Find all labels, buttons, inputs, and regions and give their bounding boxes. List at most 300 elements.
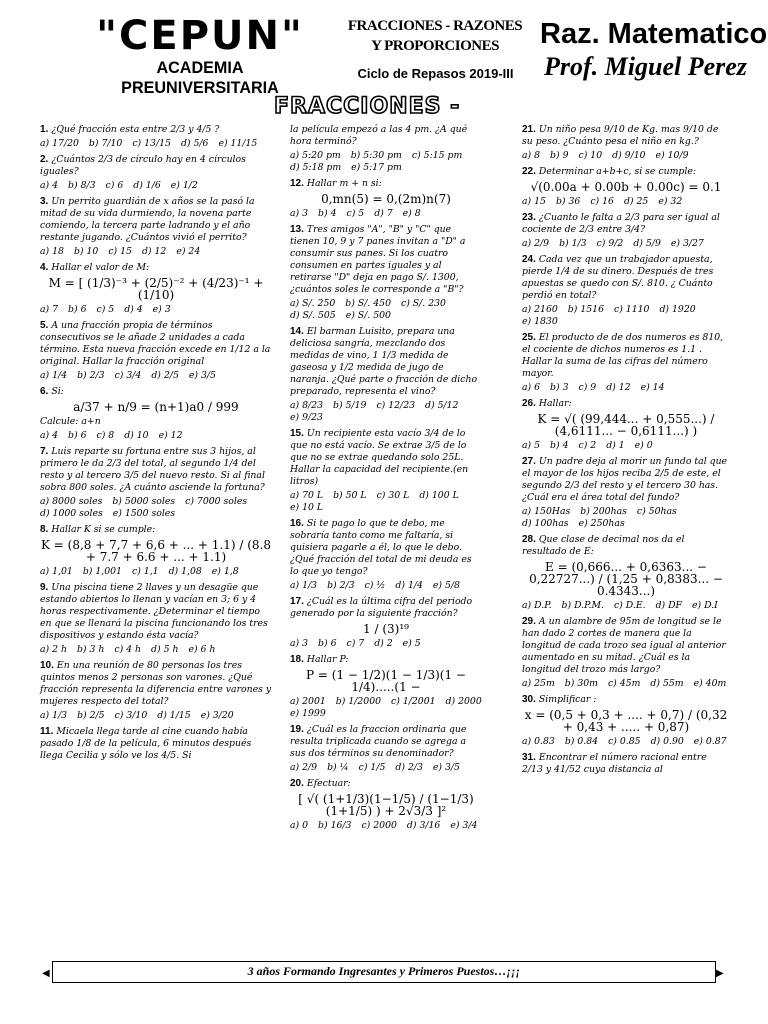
answer-option: d) 10 — [124, 430, 149, 441]
answer-option: c) D.E. — [613, 600, 646, 611]
answer-options — [522, 678, 730, 690]
answer-option: c) 12/23 — [376, 400, 416, 411]
answer-option: c) ½ — [364, 580, 386, 591]
answer-option: d) 4 — [124, 304, 143, 315]
question-number: 31. — [522, 752, 536, 763]
answer-option: d) 1,08 — [168, 566, 202, 577]
question-statement: Hallar m + n si: — [306, 178, 382, 189]
question-formula: x = (0,5 + 0,3 + .... + 0,7) / (0,32 + 0,43 + ..... + 0,87) — [524, 708, 728, 734]
brand-block — [70, 14, 330, 98]
answer-option: b) 6 — [68, 430, 87, 441]
answer-option: a) 8/23 — [290, 400, 324, 411]
question-formula: P = (1 − 1/2)(1 − 1/3)(1 − 1/4).....(1 − — [306, 668, 466, 694]
answer-option: e) 3/5 — [432, 762, 460, 773]
answer-option: c) 1/5 — [358, 762, 386, 773]
question-number: 23. — [522, 212, 536, 223]
answer-option: b) 36 — [555, 196, 581, 207]
answer-option: a) 2/9 — [290, 762, 318, 773]
answer-option: c) 9/2 — [596, 238, 624, 249]
answer-option: a) 150Has — [522, 506, 571, 517]
answer-option: c) 9 — [578, 382, 597, 393]
answer-option: d) S/. 505 — [290, 310, 336, 321]
answer-option: c) 5 — [346, 208, 365, 219]
answer-options — [522, 196, 730, 208]
answer-option: a) S/. 250 — [290, 298, 336, 309]
answer-options — [290, 820, 482, 832]
question-item — [290, 778, 482, 832]
answer-option: a) 8000 soles — [40, 496, 103, 507]
question-statement: Simplificar : — [538, 694, 597, 705]
question-statement: Luis reparte su fortuna entre sus 3 hijos, al primero le da 2/3 del total, al segundo 1/4 del resto y al tercero 3/5 del nuevo resto. Si al final sobra 800 soles. ¿A cuánto asciende la fortuna? — [40, 446, 265, 493]
answer-option: a) 5:20 pm — [290, 150, 341, 161]
question-statement: Efectuar: — [306, 778, 351, 789]
question-item — [40, 446, 272, 520]
question-statement: Si te pago lo que te debo, me sobraría tanto como me faltaría, si quisiera pagarle a él, lo que le debo. ¿Qué fracción del total de mi deuda es lo que yo tengo? — [290, 518, 472, 577]
professor-name: Prof. Miguel Perez — [544, 52, 747, 81]
question-statement: Un padre deja al morir un fundo tal que el mayor de los hijos reciba 2/5 de este, el segundo 2/3 del resto y el tercero 30 has. ¿Cuál era el área total del fundo? — [522, 456, 728, 503]
question-number: 25. — [522, 332, 536, 343]
answer-option: a) 3 — [290, 638, 309, 649]
column-3 — [522, 124, 730, 780]
answer-options — [40, 304, 272, 316]
answer-options — [290, 150, 482, 174]
question-text — [522, 254, 730, 302]
answer-option: c) 1/2001 — [391, 696, 436, 707]
question-item — [40, 660, 272, 722]
answer-option: d) 1920 — [659, 304, 696, 315]
question-item — [290, 124, 482, 174]
answer-options — [290, 298, 482, 322]
answer-option: a) D.P. — [522, 600, 552, 611]
answer-option: a) 2/9 — [522, 238, 550, 249]
answer-option: d) 1 — [606, 440, 625, 451]
answer-option: a) 7 — [40, 304, 59, 315]
question-number: 3. — [40, 196, 49, 207]
answer-option: a) 1,01 — [40, 566, 73, 577]
question-formula: √(0.00a + 0.00b + 0.00c) = 0.1 — [530, 180, 722, 194]
answer-option: b) 16/3 — [318, 820, 352, 831]
academy-name: ACADEMIA PREUNIVERSITARIA — [121, 58, 279, 97]
answer-option: c) 8 — [96, 430, 115, 441]
answer-option: c) 7 — [346, 638, 365, 649]
question-text — [522, 332, 730, 380]
question-statement: A un alambre de 95m de longitud se le han dado 2 cortes de manera que la longitud de cada trozo sea igual al anterior aumentado en su mitad. ¿Cuál es la longitud del trozo más largo? — [522, 616, 726, 675]
answer-option: d) 5/12 — [425, 400, 459, 411]
question-text — [40, 446, 272, 494]
question-number: 20. — [290, 778, 304, 789]
question-statement: Hallar el valor de M: — [51, 262, 150, 273]
answer-option: d) 0.90 — [650, 736, 684, 747]
answer-option: e) 14 — [640, 382, 665, 393]
answer-option: d) 9/10 — [612, 150, 646, 161]
answer-option: b) ¼ — [327, 762, 349, 773]
question-number: 8. — [40, 524, 49, 535]
answer-option: c) 50has — [636, 506, 677, 517]
answer-option: d) 100has — [522, 518, 569, 529]
answer-option: b) 5000 soles — [112, 496, 176, 507]
question-item — [522, 254, 730, 328]
answer-option: d) 5 h — [151, 644, 179, 655]
question-number: 28. — [522, 534, 536, 545]
answer-option: b) 1/3 — [559, 238, 587, 249]
question-formula: a/37 + n/9 = (n+1)a0 / 999 — [73, 400, 239, 414]
answer-option: a) 4 — [40, 180, 59, 191]
question-formula: M = [ (1/3)⁻³ + (2/5)⁻² + (4/23)⁻¹ + (1/10) — [48, 276, 264, 302]
answer-option: c) 45m — [607, 678, 641, 689]
answer-option: c) 16 — [590, 196, 614, 207]
question-statement: El producto de de dos numeros es 810, el cociente de dichos numeros es 1.1 . Hallar la suma de las cifras del número mayor. — [522, 332, 724, 379]
answer-option: c) 1110 — [614, 304, 650, 315]
answer-option: c) 3/4 — [114, 370, 142, 381]
answer-option: c) 1,1 — [131, 566, 159, 577]
answer-options — [290, 490, 482, 514]
footer-banner: 3 años Formando Ingresantes y Primeros Puestos…¡¡¡ — [52, 961, 716, 983]
question-item — [290, 724, 482, 774]
question-item — [522, 398, 730, 452]
answer-option: e) 0.87 — [693, 736, 727, 747]
question-item — [522, 332, 730, 394]
answer-option: c) 13/15 — [132, 138, 171, 149]
answer-option: e) 8 — [402, 208, 421, 219]
answer-option: e) 3/5 — [188, 370, 216, 381]
answer-option: d) 1/15 — [157, 710, 191, 721]
question-number: 19. — [290, 724, 304, 735]
answer-option: a) 18 — [40, 246, 64, 257]
question-statement: ¿Cuántos 2/3 de círculo hay en 4 círculos iguales? — [40, 154, 246, 177]
answer-option: b) 6 — [318, 638, 337, 649]
question-text — [290, 596, 482, 620]
answer-option: d) DF — [655, 600, 683, 611]
question-statement: Hallar K si se cumple: — [51, 524, 156, 535]
answer-option: d) 5/6 — [180, 138, 209, 149]
question-number: 11. — [40, 726, 54, 737]
answer-options — [40, 138, 272, 150]
question-item — [290, 518, 482, 592]
question-item — [290, 654, 482, 720]
question-text — [290, 724, 482, 760]
question-text — [290, 224, 482, 296]
question-number: 27. — [522, 456, 536, 467]
answer-option: a) 1/3 — [290, 580, 318, 591]
question-text — [522, 694, 730, 706]
answer-option: e) 32 — [658, 196, 683, 207]
answer-options — [40, 430, 272, 442]
question-statement: Cada vez que un trabajador apuesta, pierde 1/4 de su dinero. Después de tres apuestas se quedo con S/. 810. ¿ Cuánto perdió en total? — [522, 254, 714, 301]
answer-option: e) 9/23 — [290, 412, 323, 423]
answer-options — [290, 762, 482, 774]
answer-option: d) 55m — [650, 678, 684, 689]
question-text — [522, 534, 730, 558]
question-item — [40, 154, 272, 192]
question-number: 6. — [40, 386, 49, 397]
question-number: 29. — [522, 616, 536, 627]
question-text — [290, 778, 482, 790]
question-item — [290, 428, 482, 514]
question-formula: 1 / (3)¹⁹ — [363, 622, 409, 636]
section-title: FRACCIONES - — [274, 94, 461, 119]
answer-option: a) 2 h — [40, 644, 67, 655]
question-text — [290, 178, 482, 190]
question-text — [40, 124, 272, 136]
question-item — [40, 726, 272, 762]
answer-option: b) 0.84 — [564, 736, 599, 747]
answer-option: a) 6 — [522, 382, 541, 393]
question-text — [290, 124, 482, 148]
answer-option: e) 24 — [176, 246, 201, 257]
question-text — [40, 524, 272, 536]
question-text — [290, 518, 482, 578]
answer-option: e) 5/8 — [432, 580, 460, 591]
question-item — [40, 582, 272, 656]
question-text — [40, 262, 272, 274]
question-item — [522, 694, 730, 748]
question-text — [522, 456, 730, 504]
question-statement: ¿Cuál es la fraccion ordinaria que resulta triplicada cuando se agrega a sus dos términos su denominador? — [290, 724, 467, 759]
question-item — [522, 212, 730, 250]
answer-options — [40, 566, 272, 578]
answer-option: c) 2000 — [361, 820, 397, 831]
question-formula: 0,mn(5) = 0,(2m)n(7) — [321, 192, 451, 206]
question-statement: Un recipiente esta vacío 3/4 de lo que no está vacío. Se extrae 3/5 de lo que no se extrae quedando solo 25L. Hallar la capacidad del recipiente.(en litros) — [290, 428, 469, 487]
answer-option: b) 4 — [550, 440, 569, 451]
question-text — [290, 326, 482, 398]
answer-option: a) 0.83 — [522, 736, 555, 747]
answer-option: e) 1500 soles — [112, 508, 176, 519]
question-number: 15. — [290, 428, 304, 439]
question-statement: Hallar: — [538, 398, 572, 409]
answer-options — [522, 600, 730, 612]
question-formula: E = (0,666... + 0,6363... − 0,22727...) / (1,25 + 0,8383... − 0.4343...) — [529, 560, 723, 598]
question-statement: En una reunión de 80 personas los tres quintos menos 2 personas son varones. ¿Qué fracción representa la diferencia entre varones y mujeres respecto del total? — [40, 660, 272, 707]
answer-option: c) 15 — [108, 246, 132, 257]
answer-option: d) 1/4 — [395, 580, 423, 591]
answer-option: b) 2/3 — [77, 370, 105, 381]
answer-options — [290, 208, 482, 220]
question-statement: A una fracción propia de términos consecutivos se le añade 2 unidades a cada término. Esta nueva fracción excede en 1/12 a la original. Hallar la fracción original — [40, 320, 271, 367]
question-text — [522, 212, 730, 236]
question-item — [40, 524, 272, 578]
question-number: 13. — [290, 224, 304, 235]
answer-option: b) 7/10 — [88, 138, 123, 149]
question-number: 17. — [290, 596, 304, 607]
answer-option: a) 70 L — [290, 490, 324, 501]
question-number: 4. — [40, 262, 49, 273]
question-item — [40, 320, 272, 382]
answer-option: e) 10 L — [290, 502, 324, 513]
answer-option: a) 0 — [290, 820, 309, 831]
answer-options — [522, 440, 730, 452]
answer-options — [290, 580, 482, 592]
question-formula: K = √( (99,444... + 0,555...) / (4,6111... − 0,6111...) ) — [537, 412, 715, 438]
question-item — [40, 196, 272, 258]
answer-options — [40, 496, 272, 520]
answer-option: d) 5:18 pm — [290, 162, 342, 173]
question-number: 5. — [40, 320, 49, 331]
answer-option: e) D.I — [692, 600, 718, 611]
answer-option: d) 12 — [141, 246, 167, 257]
answer-option: e) 6 h — [188, 644, 216, 655]
question-text — [40, 660, 272, 708]
answer-option: e) 0 — [634, 440, 653, 451]
answer-option: b) 5:30 pm — [350, 150, 402, 161]
answer-option: b) 1516 — [567, 304, 604, 315]
question-statement: la película empezó a las 4 pm. ¿A qué hora terminó? — [290, 124, 468, 147]
answer-option: c) 10 — [578, 150, 603, 161]
question-number: 18. — [290, 654, 304, 665]
question-text — [522, 124, 730, 148]
question-number: 1. — [40, 124, 49, 135]
answer-option: d) 2000 — [445, 696, 482, 707]
answer-option: a) 17/20 — [40, 138, 79, 149]
question-item — [290, 596, 482, 650]
answer-option: d) 100 L — [419, 490, 459, 501]
answer-option: c) 5 — [96, 304, 115, 315]
question-number: 14. — [290, 326, 304, 337]
question-item — [522, 456, 730, 530]
answer-option: b) D.P.M. — [561, 600, 604, 611]
answer-option: d) 2/5 — [151, 370, 179, 381]
answer-option: a) 8 — [522, 150, 541, 161]
answer-option: c) 3/10 — [114, 710, 148, 721]
question-number: 12. — [290, 178, 304, 189]
page-header — [0, 0, 768, 97]
question-text — [290, 428, 482, 488]
answer-option: d) 7 — [374, 208, 393, 219]
question-number: 9. — [40, 582, 49, 593]
answer-option: b) 30m — [564, 678, 598, 689]
question-number: 2. — [40, 154, 49, 165]
answer-option: b) 50 L — [333, 490, 367, 501]
question-text — [40, 726, 272, 762]
answer-option: d) 3/16 — [406, 820, 441, 831]
question-number: 22. — [522, 166, 536, 177]
answer-options — [40, 644, 272, 656]
answer-option: c) 6 — [105, 180, 124, 191]
question-number: 26. — [522, 398, 536, 409]
answer-option: d) 25 — [623, 196, 649, 207]
answer-option: e) 1830 — [522, 316, 558, 327]
question-item — [522, 616, 730, 690]
answer-options — [522, 304, 730, 328]
question-statement: Tres amigos "A", "B" y "C" que tienen 10, 9 y 7 panes invitan a "D" a consumir sus panes. Si los cuatro consumen en partes iguales y al retirarse "D" deja en pago S/. 1300, ¿cuántos soles le corresponde a "B"? — [290, 224, 466, 295]
answer-option: c) 5:15 pm — [411, 150, 463, 161]
question-statement: ¿Qué fracción esta entre 2/3 y 4/5 ? — [51, 124, 220, 135]
answer-options — [290, 696, 482, 720]
answer-option: a) 2160 — [522, 304, 558, 315]
answer-option: b) 4 — [318, 208, 337, 219]
question-statement: Un niño pesa 9/10 de Kg. mas 9/10 de su peso. ¿Cuánto pesa el niño en kg.? — [522, 124, 719, 147]
question-extra: Calcule: a+n — [40, 416, 101, 427]
question-number: 16. — [290, 518, 304, 529]
footer-arrow-right-icon: ▶ — [716, 968, 724, 979]
question-text — [40, 196, 272, 244]
question-statement: Encontrar el número racional entre 2/13 y 41/52 cuya distancia al — [522, 752, 707, 775]
question-number: 10. — [40, 660, 54, 671]
answer-options — [522, 736, 730, 748]
question-text — [522, 616, 730, 676]
question-statement: El barman Luisito, prepara una deliciosa sangría, mezclando dos medidas de vino, 1 1/3 medida de gaseosa y 1/2 medida de jugo de naranja. ¿Qué parte o fracción de dicho preparado, representa el vino? — [290, 326, 478, 397]
footer-arrow-left-icon: ◀ — [42, 968, 50, 979]
question-statement: Determinar a+b+c, si se cumple: — [538, 166, 696, 177]
answer-option: e) 12 — [158, 430, 183, 441]
question-statement: ¿Cuál es la última cifra del periodo generado por la siguiente fracción? — [290, 596, 473, 619]
question-item — [40, 262, 272, 316]
answer-option: a) 1/4 — [40, 370, 68, 381]
answer-option: b) 1/2000 — [335, 696, 382, 707]
question-number: 21. — [522, 124, 536, 135]
answer-option: e) 3/4 — [450, 820, 478, 831]
answer-option: a) 1/3 — [40, 710, 68, 721]
brand-title: "CEPUN" — [96, 13, 304, 59]
question-text — [522, 752, 730, 776]
answer-option: c) S/. 230 — [401, 298, 446, 309]
answer-options — [522, 506, 730, 530]
course-title: Raz. Matematico — [540, 18, 768, 50]
answer-option: a) 2001 — [290, 696, 326, 707]
answer-option: d) 2 — [374, 638, 393, 649]
question-text — [40, 386, 272, 398]
question-item — [290, 326, 482, 424]
question-text — [290, 654, 482, 666]
answer-option: c) 2 — [578, 440, 597, 451]
question-statement: Si: — [51, 386, 64, 397]
question-number: 24. — [522, 254, 536, 265]
question-text — [40, 154, 272, 178]
question-number: 7. — [40, 446, 49, 457]
answer-option: d) 12 — [606, 382, 631, 393]
answer-option: c) 7000 soles — [185, 496, 248, 507]
answer-options — [290, 638, 482, 650]
answer-option: d) 1/6 — [133, 180, 161, 191]
question-item — [522, 166, 730, 208]
answer-options — [522, 238, 730, 250]
answer-option: e) 1999 — [290, 708, 326, 719]
question-formula: K = (8,8 + 7,7 + 6,6 + ... + 1.1) / (8.8 + 7.7 + 6.6 + ... + 1.1) — [41, 538, 271, 564]
answer-option: e) 1/2 — [170, 180, 198, 191]
answer-options — [522, 382, 730, 394]
question-text — [522, 166, 730, 178]
answer-option: e) 5 — [402, 638, 421, 649]
answer-option: a) 4 — [40, 430, 59, 441]
answer-options — [290, 400, 482, 424]
question-item — [40, 386, 272, 442]
question-statement: ¿Cuanto le falta a 2/3 para ser igual al cociente de 2/3 entre 3/4? — [522, 212, 720, 235]
answer-option: e) 3 — [152, 304, 171, 315]
answer-option: e) 11/15 — [218, 138, 258, 149]
question-item — [290, 224, 482, 322]
answer-option: e) 3/27 — [670, 238, 704, 249]
question-statement: Una piscina tiene 2 llaves y un desagüe que estando abiertos lo llenan y vacían en 3; 6 y 4 horas respectivamente. ¿Determinar el tiempo en que se llenará la piscina funcionando los tres dispositivos y estando ésta vacía? — [40, 582, 268, 641]
question-text — [40, 582, 272, 642]
question-number: 30. — [522, 694, 536, 705]
column-1 — [40, 124, 272, 766]
answer-options — [40, 246, 272, 258]
question-item — [522, 534, 730, 612]
cycle-label: Ciclo de Repasos 2019-III — [357, 66, 514, 81]
answer-option: c) 0.85 — [608, 736, 641, 747]
answer-option: e) 5:17 pm — [351, 162, 402, 173]
question-statement: Un perrito guardián de x años se la pasó la mitad de su vida durmiendo, la novena parte comiendo, la tercera parte ladrando y el año restante jugando. ¿Cuántos vivió el perrito? — [40, 196, 255, 243]
answer-option: d) 5/9 — [633, 238, 661, 249]
answer-option: a) 3 — [290, 208, 309, 219]
answer-option: c) 4 h — [114, 644, 142, 655]
question-item — [290, 178, 482, 220]
question-formula: [ √( (1+1/3)(1−1/5) / (1−1/3)(1+1/5) ) + 2√3/3 ]² — [298, 792, 474, 818]
answer-option: b) 200has — [580, 506, 627, 517]
answer-option: e) S/. 500 — [345, 310, 391, 321]
answer-option: b) 2/5 — [77, 710, 105, 721]
answer-option: b) 10 — [73, 246, 99, 257]
